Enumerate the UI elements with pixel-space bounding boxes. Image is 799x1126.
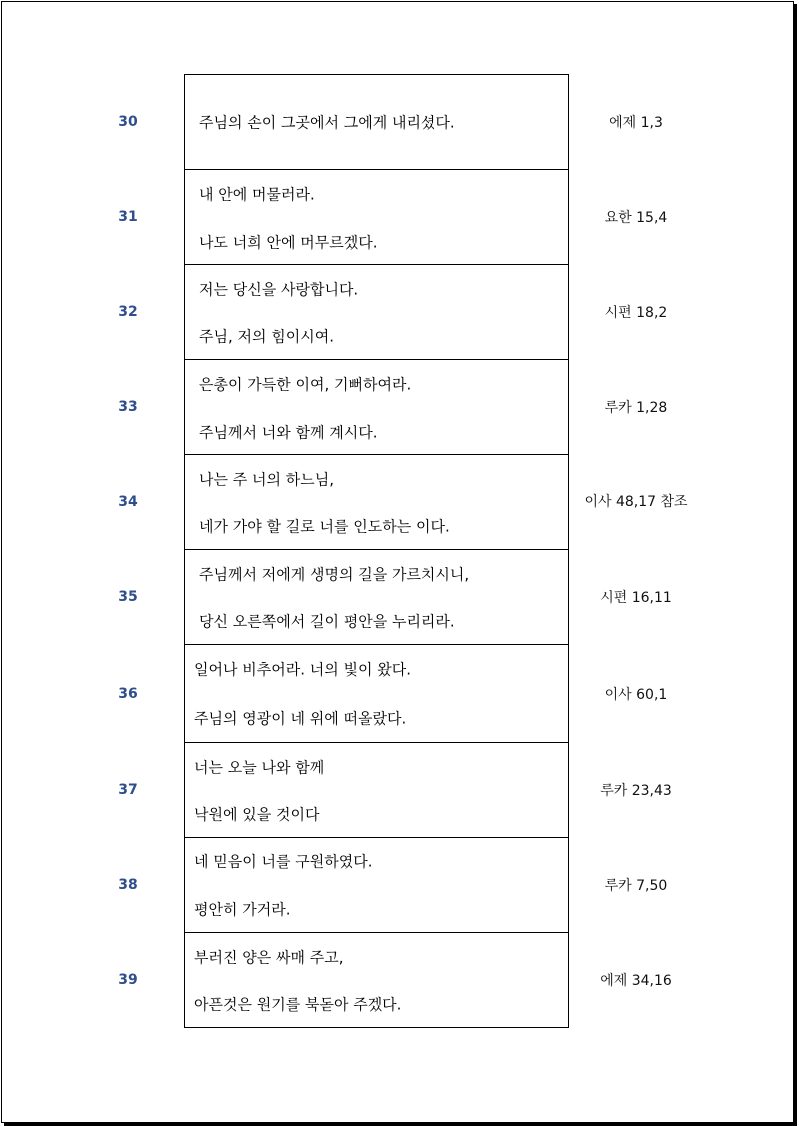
verse-line: 주님의 손이 그곳에서 그에게 내리셨다. xyxy=(199,113,455,132)
verse-line: 나는 주 너의 하느님, xyxy=(199,470,334,489)
verse-line: 주님의 영광이 네 위에 떠올랐다. xyxy=(194,709,407,728)
verse-line: 아픈것은 원기를 북돋아 주겠다. xyxy=(194,995,402,1014)
document-page xyxy=(1,1,794,1123)
verse-line: 주님께서 저에게 생명의 길을 가르치시니, xyxy=(199,565,470,584)
verse-reference: 시편 18,2 xyxy=(604,305,668,321)
verse-number: 36 xyxy=(118,686,138,702)
verse-number: 39 xyxy=(118,972,138,988)
verse-line: 당신 오른쪽에서 길이 평안을 누리리라. xyxy=(199,612,455,631)
verse-line: 너는 오늘 나와 함께 xyxy=(194,758,325,777)
verse-line: 평안히 가거라. xyxy=(194,900,291,919)
verse-line: 낙원에 있을 것이다 xyxy=(194,805,320,824)
verse-reference: 루카 7,50 xyxy=(604,878,668,894)
verse-number: 31 xyxy=(118,209,138,225)
verse-line: 주님께서 너와 함께 계시다. xyxy=(199,423,378,442)
verse-reference: 루카 1,28 xyxy=(604,400,668,416)
verse-number: 35 xyxy=(118,589,138,605)
verse-number: 34 xyxy=(118,494,138,510)
verse-reference: 에제 34,16 xyxy=(600,973,672,989)
verse-reference: 요한 15,4 xyxy=(604,210,668,226)
verse-line: 부러진 양은 싸매 주고, xyxy=(194,948,344,967)
verse-line: 은총이 가득한 이여, 기뻐하여라. xyxy=(199,375,412,394)
verse-reference: 시편 16,11 xyxy=(600,590,672,606)
verse-line: 나도 너희 안에 머무르겠다. xyxy=(199,233,378,252)
verse-line: 네 믿음이 너를 구원하였다. xyxy=(194,852,373,871)
verse-number: 38 xyxy=(118,877,138,893)
verse-number: 30 xyxy=(118,114,138,130)
verse-reference: 에제 1,3 xyxy=(609,115,663,131)
verse-line: 일어나 비추어라. 너의 빛이 왔다. xyxy=(194,660,411,679)
verse-line: 네가 가야 할 길로 너를 인도하는 이다. xyxy=(199,517,450,536)
verse-line: 저는 당신을 사랑합니다. xyxy=(199,280,359,299)
verse-reference: 이사 48,17 참조 xyxy=(584,494,688,510)
verse-line: 내 안에 머물러라. xyxy=(199,185,315,204)
verse-reference: 루카 23,43 xyxy=(600,783,672,799)
verse-reference: 이사 60,1 xyxy=(604,687,668,703)
verse-number: 33 xyxy=(118,399,138,415)
verse-number: 32 xyxy=(118,304,138,320)
verse-number: 37 xyxy=(118,782,138,798)
verse-line: 주님, 저의 힘이시여. xyxy=(199,327,334,346)
